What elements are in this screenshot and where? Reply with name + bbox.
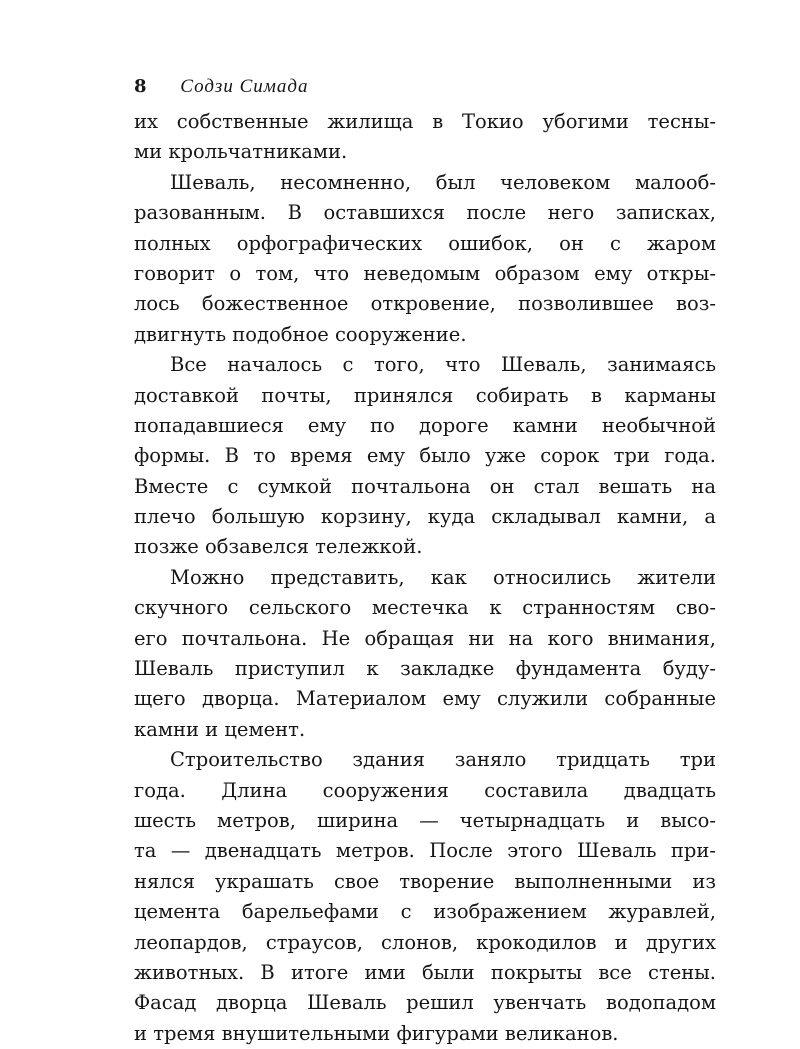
text-line: Шеваль приступил к закладке фундамента буду- xyxy=(134,657,716,681)
running-header xyxy=(134,72,716,106)
text-line: цемента барельефами с изображением журавлей, xyxy=(134,900,716,924)
text-line: их собственные жилища в Токио убогими тесны- xyxy=(134,110,716,133)
text-line: леопардов, страусов, слонов, крокодилов и других xyxy=(134,930,716,954)
text-line: говорит о том, что неведомым образом ему откры- xyxy=(134,261,716,285)
text-line: его почтальона. Не обращая ни на кого внимания, xyxy=(134,626,716,650)
text-line: формы. В то время ему было уже сорок три года. xyxy=(134,444,716,468)
text-line: разованным. В оставшихся после него записках, xyxy=(134,201,716,225)
text-line: плечо большую корзину, куда складывал камни, а xyxy=(134,505,716,529)
text-line: животных. В итоге ими были покрыты все стены. xyxy=(134,960,716,984)
text-line: года. Длина сооружения составила двадцать xyxy=(134,778,716,802)
text-line: и тремя внушительными фигурами великанов. xyxy=(134,1021,619,1045)
text-line: Шеваль, несомненно, был человеком малооб- xyxy=(170,170,716,194)
text-line: нялся украшать свое творение выполненными из xyxy=(134,869,716,893)
page-number: 8 xyxy=(134,76,147,97)
text-line: щего дворца. Материалом ему служили собранные xyxy=(134,687,716,711)
text-line: Вместе с сумкой почтальона он стал вешать на xyxy=(134,474,716,498)
text-line: шесть метров, ширина — четырнадцать и высо- xyxy=(134,808,716,832)
book-page xyxy=(134,72,716,1049)
running-header-author: Содзи Симада xyxy=(180,76,309,97)
text-line: ми крольчатниками. xyxy=(134,140,348,164)
text-line: двигнуть подобное сооружение. xyxy=(134,322,467,346)
text-line: позже обзавелся тележкой. xyxy=(134,535,423,559)
text-line: полных орфографических ошибок, он с жаром xyxy=(134,231,716,255)
text-line: скучного сельского местечка к странностям сво- xyxy=(134,596,716,620)
text-line: та — двенадцать метров. После этого Шеваль при- xyxy=(134,839,716,863)
text-line: Можно представить, как относились жители xyxy=(170,565,716,589)
text-line: Все началось с того, что Шеваль, занимаясь xyxy=(170,353,716,377)
text-line: Строительство здания заняло тридцать три xyxy=(170,748,716,772)
text-line: попадавшиеся ему по дороге камни необычной xyxy=(134,413,716,437)
body-text xyxy=(134,107,716,1049)
text-line: лось божественное откровение, позволившее воз- xyxy=(134,292,716,316)
text-line: Фасад дворца Шеваль решил увенчать водопадом xyxy=(134,991,716,1015)
text-line: доставкой почты, принялся собирать в карманы xyxy=(134,383,716,407)
text-line: камни и цемент. xyxy=(134,717,306,741)
